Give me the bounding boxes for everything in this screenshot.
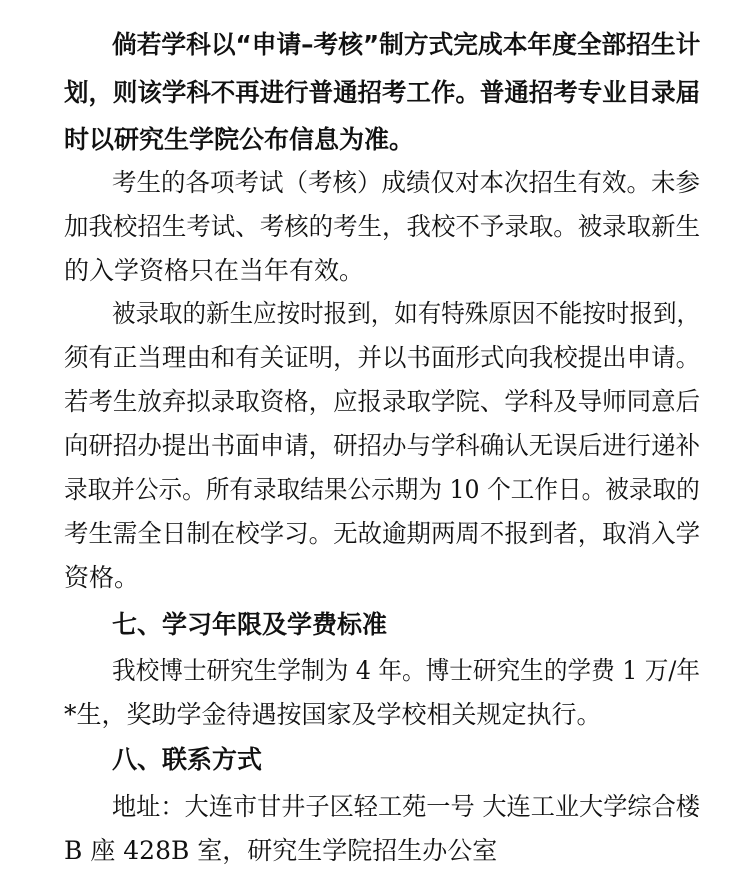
- paragraph-3-line-4: 向研招办提出书面申请，研招办与学科确认无误后进行递补: [64, 431, 701, 460]
- paragraph-4-line-2: *生，奖助学金待遇按国家及学校相关规定执行。: [64, 700, 602, 729]
- paragraph-4-line-1: 我校博士研究生学制为 4 年。博士研究生的学费 1 万/年: [112, 656, 701, 685]
- paragraph-1-line-1: 倘若学科以“申请–考核”制方式完成本年度全部招生计: [112, 30, 701, 59]
- paragraph-1-line-2: 划，则该学科不再进行普通招考工作。普通招考专业目录届: [64, 78, 701, 107]
- paragraph-3-line-7: 资格。: [64, 563, 140, 592]
- section-8-heading: 八、联系方式: [112, 745, 263, 774]
- paragraph-3-line-6: 考生需全日制在校学习。无故逾期两周不报到者，取消入学: [64, 519, 701, 548]
- paragraph-3-line-3: 若考生放弃拟录取资格，应报录取学院、学科及导师同意后: [64, 387, 701, 416]
- paragraph-5-line-1: 地址：大连市甘井子区轻工苑一号 大连工业大学综合楼: [112, 792, 700, 821]
- paragraph-2-line-3: 的入学资格只在当年有效。: [64, 256, 365, 285]
- paragraph-1-line-3: 时以研究生学院公布信息为准。: [64, 125, 415, 154]
- paragraph-5-line-2: B 座 428B 室，研究生学院招生办公室: [64, 836, 498, 865]
- paragraph-2-line-2: 加我校招生考试、考核的考生，我校不予录取。被录取新生: [64, 212, 701, 241]
- paragraph-3-line-1: 被录取的新生应按时报到，如有特殊原因不能按时报到，: [112, 299, 701, 328]
- section-7-heading: 七、学习年限及学费标准: [112, 610, 388, 639]
- paragraph-3-line-5: 录取并公示。所有录取结果公示期为 10 个工作日。被录取的: [64, 475, 700, 504]
- paragraph-2-line-1: 考生的各项考试（考核）成绩仅对本次招生有效。未参: [112, 168, 701, 197]
- paragraph-3-line-2: 须有正当理由和有关证明，并以书面形式向我校提出申请。: [64, 343, 701, 372]
